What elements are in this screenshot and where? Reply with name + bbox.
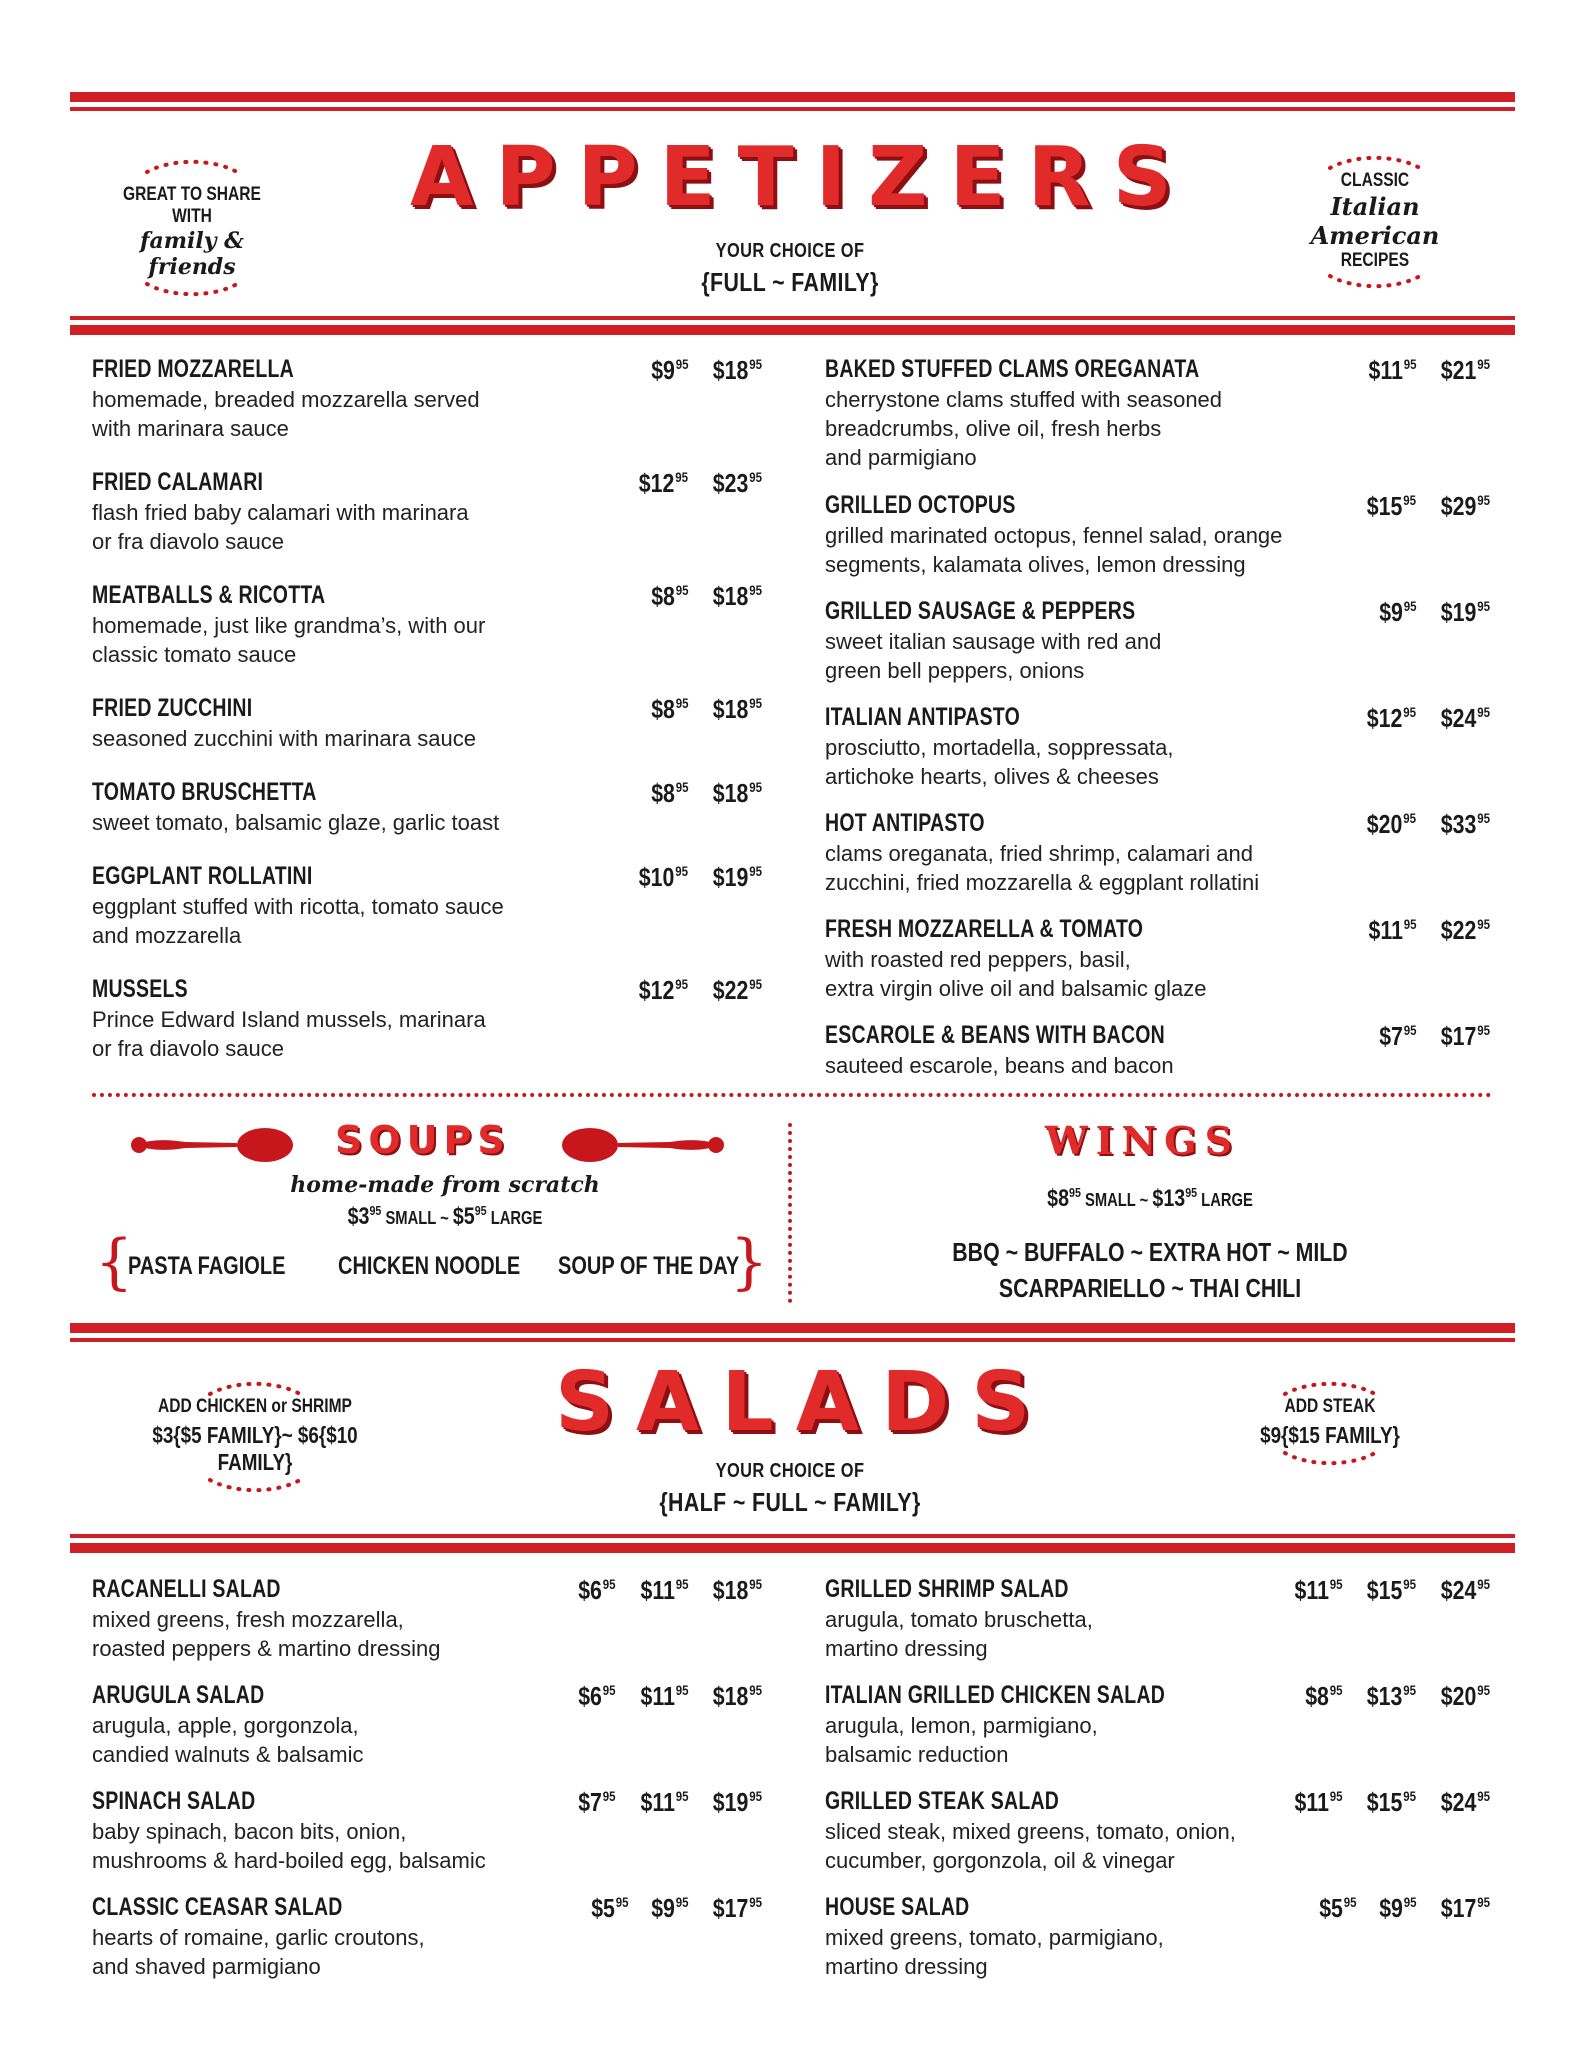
price: $\$11^{95}$: [1294, 1575, 1343, 1605]
price: $\$5^{95}$: [591, 1893, 629, 1923]
appetizers-right-column: [825, 355, 1490, 1085]
price: $\$9^{95}$: [650, 355, 689, 385]
price-cents: 95: [602, 1682, 616, 1698]
price: $\$17^{95}$: [1440, 1893, 1490, 1923]
menu-item-eggplant-rollatini: [92, 862, 762, 950]
badge-text: ADD CHICKEN or SHRIMP: [158, 1396, 352, 1417]
price-cents: 95: [675, 356, 689, 372]
menu-item-arugula-salad: [92, 1681, 762, 1769]
menu-item-description: eggplant stuffed with ricotta, tomato sauce and mozzarella: [92, 894, 504, 948]
price-cents: 95: [1477, 1022, 1490, 1038]
menu-item-description: prosciutto, mortadella, soppressata, artichoke hearts, olives & cheeses: [825, 735, 1174, 789]
soups-title: SOUPS: [335, 1118, 511, 1162]
choice-options: {HALF ~ FULL ~ FAMILY}: [659, 1487, 921, 1517]
menu-item-description: arugula, apple, gorgonzola, candied walnuts & balsamic: [92, 1713, 364, 1767]
menu-item-fried-zucchini: [92, 694, 762, 753]
price: $\$19^{95}$: [1440, 597, 1490, 627]
menu-item-prices: [1297, 1681, 1490, 1712]
price: $\$18^{95}$: [712, 1681, 762, 1711]
menu-item-name: EGGPLANT ROLLATINI: [92, 862, 313, 890]
menu-item-description: mixed greens, fresh mozzarella, roasted peppers & martino dressing: [92, 1607, 441, 1661]
price-size: LARGE: [1197, 1190, 1253, 1210]
price: $\$33^{95}$: [1440, 809, 1490, 839]
soup-item-pasta-fagiole: PASTA FAGIOLE: [128, 1252, 286, 1280]
spoon-icon: [560, 1125, 730, 1165]
soups-tagline: home-made from scratch: [290, 1172, 600, 1198]
price: $\$22^{95}$: [712, 975, 762, 1005]
menu-item-prices: [643, 581, 762, 612]
price-cents: 95: [615, 1894, 629, 1910]
price-cents: 95: [1403, 1022, 1417, 1038]
dotted-arc-top: [1270, 140, 1480, 170]
price: $\$6^{95}$: [578, 1681, 616, 1711]
price: $\$17^{95}$: [712, 1893, 762, 1923]
price-cents: 95: [1403, 1682, 1417, 1698]
menu-item-prices: [1358, 915, 1491, 946]
menu-item-description: Prince Edward Island mussels, marinara or fra diavolo sauce: [92, 1007, 486, 1061]
price: $\$8^{95}$: [650, 694, 689, 724]
menu-item-name: HOT ANTIPASTO: [825, 809, 985, 837]
price-cents: 95: [675, 1576, 689, 1592]
price: $\$6^{95}$: [578, 1575, 616, 1605]
menu-item-description: homemade, just like grandma’s, with our classic tomato sauce: [92, 613, 486, 667]
price: $\$20^{95}$: [1366, 809, 1417, 839]
price-cents: 95: [1343, 1894, 1357, 1910]
price-cents: 95: [1329, 1682, 1343, 1698]
price: $\$11^{95}$: [640, 1575, 689, 1605]
appetizers-choice: [640, 240, 940, 298]
menu-item-grilled-sausage-peppers: [825, 597, 1490, 685]
price: $\$12^{95}$: [1366, 703, 1417, 733]
dotted-arc-top: [102, 144, 282, 174]
price: $\$17^{95}$: [1440, 1021, 1490, 1051]
price-cents: 95: [1477, 1682, 1490, 1698]
menu-item-fried-calamari: [92, 468, 762, 556]
choice-label: YOUR CHOICE OF: [715, 1460, 865, 1482]
price-dollars: $5: [452, 1203, 475, 1230]
price: $\$18^{95}$: [712, 778, 762, 808]
price: $\$13^{95}$: [1366, 1681, 1417, 1711]
price: $\$9^{95}$: [1378, 1893, 1417, 1923]
dotted-arc-bottom: [102, 280, 282, 310]
menu-item-prices: [643, 778, 762, 809]
price: $\$12^{95}$: [638, 468, 689, 498]
menu-item-grilled-octopus: [825, 491, 1490, 579]
price-cents: 95: [1477, 1894, 1490, 1910]
menu-item-prices: [570, 1787, 762, 1818]
menu-item-description: clams oreganata, fried shrimp, calamari and zucchini, fried mozzarella & eggplant rollatini: [825, 841, 1260, 895]
soup-item-soup-of-the-day: SOUP OF THE DAY: [558, 1252, 740, 1280]
menu-item-prices: [643, 355, 762, 386]
menu-item-name: MUSSELS: [92, 975, 188, 1003]
appetizers-left-column: [92, 355, 762, 1075]
salads-left-column: [92, 1575, 762, 2015]
price-cents: 95: [1477, 1788, 1490, 1804]
menu-item-name: BAKED STUFFED CLAMS OREGANATA: [825, 355, 1200, 383]
menu-item-description: arugula, lemon, parmigiano, balsamic reduction: [825, 1713, 1098, 1767]
price: $\$22^{95}$: [1440, 915, 1490, 945]
menu-item-description: with roasted red peppers, basil, extra virgin olive oil and balsamic glaze: [825, 947, 1207, 1001]
menu-item-description: arugula, tomato bruschetta, martino dressing: [825, 1607, 1093, 1661]
menu-item-description: grilled marinated octopus, fennel salad, orange segments, kalamata olives, lemon dressing: [825, 523, 1283, 577]
dotted-arc-bottom: [90, 1476, 420, 1506]
dotted-arc-top: [90, 1366, 420, 1396]
price-cents: 95: [749, 695, 762, 711]
price-cents: 95: [675, 1788, 689, 1804]
price-cents: 95: [1403, 916, 1417, 932]
price-cents: 95: [1403, 492, 1417, 508]
price-cents: 95: [1477, 356, 1490, 372]
price-cents: 95: [1185, 1185, 1198, 1200]
price-dollars: $13: [1152, 1185, 1186, 1212]
menu-item-prices: [1356, 491, 1490, 522]
wings-flavors: [904, 1234, 1396, 1306]
menu-item-name: GRILLED SHRIMP SALAD: [825, 1575, 1069, 1603]
price-cents: 95: [1403, 598, 1417, 614]
wings-flavors-line2: SCARPARIELLO ~ THAI CHILI: [998, 1273, 1302, 1303]
menu-item-prices: [570, 1681, 762, 1712]
badge-text: ADD STEAK: [1284, 1396, 1376, 1417]
price: $\$11^{95}$: [1368, 355, 1417, 385]
menu-item-description: hearts of romaine, garlic croutons, and shaved parmigiano: [92, 1925, 425, 1979]
wings-flavors-line1: BBQ ~ BUFFALO ~ EXTRA HOT ~ MILD: [952, 1237, 1348, 1267]
price-cents: 95: [675, 469, 689, 485]
price: $\$24^{95}$: [1440, 1575, 1490, 1605]
price-cents: 95: [1403, 810, 1417, 826]
price: $\$11^{95}$: [640, 1787, 689, 1817]
price-size: LARGE: [486, 1208, 543, 1228]
menu-item-house-salad: [825, 1893, 1490, 1981]
price-size: SMALL ~: [381, 1208, 453, 1228]
dotted-arc-top: [1240, 1366, 1420, 1396]
wings-price: [994, 1185, 1306, 1213]
spoon-icon: [125, 1125, 295, 1165]
price: $\$7^{95}$: [1378, 1021, 1417, 1051]
price-cents: 95: [675, 863, 689, 879]
price-cents: 95: [675, 582, 689, 598]
badge-text: CLASSIC: [1340, 170, 1410, 191]
section-divider: [92, 1093, 1492, 1097]
menu-item-prices: [583, 1893, 762, 1924]
price-cents: 95: [369, 1203, 382, 1218]
price: $\$18^{95}$: [712, 355, 762, 385]
price: $\$8^{95}$: [650, 581, 689, 611]
price-cents: 95: [749, 1682, 762, 1698]
price: $\$23^{95}$: [712, 468, 762, 498]
menu-item-prices: [628, 468, 762, 499]
menu-item-name: GRILLED OCTOPUS: [825, 491, 1016, 519]
price: $\$15^{95}$: [1366, 1787, 1417, 1817]
wings-title: WINGS: [1045, 1118, 1241, 1163]
menu-item-name: MEATBALLS & RICOTTA: [92, 581, 326, 609]
price-cents: 95: [1477, 810, 1490, 826]
menu-item-name: FRIED MOZZARELLA: [92, 355, 294, 383]
badge-text: $9{$15 FAMILY}: [1260, 1422, 1400, 1448]
menu-item-grilled-steak-salad: [825, 1787, 1490, 1875]
menu-item-prices: [570, 1575, 762, 1606]
price-cents: 95: [1477, 1576, 1490, 1592]
salads-title: SALADS: [555, 1355, 1053, 1450]
price-cents: 95: [1403, 1894, 1417, 1910]
price-cents: 95: [749, 582, 762, 598]
price: $\$18^{95}$: [712, 581, 762, 611]
menu-item-name: SPINACH SALAD: [92, 1787, 256, 1815]
menu-item-name: GRILLED SAUSAGE & PEPPERS: [825, 597, 1136, 625]
menu-item-name: FRIED ZUCCHINI: [92, 694, 253, 722]
menu-item-mussels: [92, 975, 762, 1063]
price-cents: 95: [749, 1894, 762, 1910]
appetizers-rule: [70, 316, 1515, 335]
appetizers-badge-right: [1270, 140, 1480, 302]
menu-item-description: sliced steak, mixed greens, tomato, onion, cucumber, gorgonzola, oil & vinegar: [825, 1819, 1236, 1873]
menu-item-prices: [1311, 1893, 1490, 1924]
menu-item-description: mixed greens, tomato, parmigiano, martino dressing: [825, 1925, 1164, 1979]
menu-item-name: FRESH MOZZARELLA & TOMATO: [825, 915, 1144, 943]
price-cents: 95: [1477, 492, 1490, 508]
menu-item-baked-stuffed-clams-oreganata: [825, 355, 1490, 472]
salads-badge-right: [1240, 1366, 1420, 1479]
menu-item-name: CLASSIC CEASAR SALAD: [92, 1893, 343, 1921]
menu-item-name: HOUSE SALAD: [825, 1893, 970, 1921]
price-cents: 95: [749, 356, 762, 372]
menu-item-fresh-mozzarella-tomato: [825, 915, 1490, 1003]
menu-item-escarole-beans-with-bacon: [825, 1021, 1490, 1080]
menu-item-italian-antipasto: [825, 703, 1490, 791]
menu-item-fried-mozzarella: [92, 355, 762, 443]
price: $\$11^{95}$: [1368, 915, 1417, 945]
badge-script: family & friends: [139, 228, 245, 280]
price: $\$12^{95}$: [638, 975, 689, 1005]
soups-price: [289, 1203, 601, 1231]
menu-item-name: ESCAROLE & BEANS WITH BACON: [825, 1021, 1165, 1049]
menu-item-italian-grilled-chicken-salad: [825, 1681, 1490, 1769]
price-cents: 95: [749, 976, 762, 992]
price: $\$29^{95}$: [1440, 491, 1490, 521]
price: $\$9^{95}$: [650, 1893, 689, 1923]
appetizers-badge-left: [102, 148, 282, 310]
price: $\$21^{95}$: [1440, 355, 1490, 385]
price-cents: 95: [675, 976, 689, 992]
dotted-arc-bottom: [1240, 1449, 1420, 1479]
menu-item-name: ITALIAN GRILLED CHICKEN SALAD: [825, 1681, 1166, 1709]
menu-item-prices: [1356, 703, 1490, 734]
menu-item-prices: [628, 975, 762, 1006]
menu-item-name: GRILLED STEAK SALAD: [825, 1787, 1060, 1815]
menu-item-racanelli-salad: [92, 1575, 762, 1663]
soup-item-chicken-noodle: CHICKEN NOODLE: [338, 1252, 521, 1280]
price: $\$11^{95}$: [640, 1681, 689, 1711]
soups-wings-divider: [788, 1123, 792, 1303]
price: $\$18^{95}$: [712, 1575, 762, 1605]
price-cents: 95: [675, 1682, 689, 1698]
price: $\$15^{95}$: [1366, 1575, 1417, 1605]
menu-item-name: RACANELLI SALAD: [92, 1575, 281, 1603]
price-cents: 95: [749, 863, 762, 879]
price-cents: 95: [1329, 1788, 1343, 1804]
price: $\$11^{95}$: [1294, 1787, 1343, 1817]
choice-options: {FULL ~ FAMILY}: [701, 267, 879, 297]
price-cents: 95: [675, 779, 689, 795]
menu-item-prices: [1358, 355, 1491, 386]
menu-item-prices: [1371, 1021, 1490, 1052]
menu-item-classic-ceasar-salad: [92, 1893, 762, 1981]
brace-right: }: [730, 1227, 769, 1297]
menu-item-tomato-bruschetta: [92, 778, 762, 837]
menu-item-prices: [1284, 1575, 1490, 1606]
price-cents: 95: [1329, 1576, 1343, 1592]
price: $\$9^{95}$: [1378, 597, 1417, 627]
menu-item-prices: [643, 694, 762, 725]
badge-text: GREAT TO SHARE WITH: [123, 184, 261, 227]
price: $\$19^{95}$: [712, 862, 762, 892]
menu-item-prices: [1284, 1787, 1490, 1818]
menu-item-description: baby spinach, bacon bits, onion, mushrooms & hard-boiled egg, balsamic: [92, 1819, 486, 1873]
salads-badge-left: [90, 1366, 420, 1506]
price: $\$15^{95}$: [1366, 491, 1417, 521]
price-cents: 95: [602, 1788, 616, 1804]
price-cents: 95: [602, 1576, 616, 1592]
menu-item-name: FRIED CALAMARI: [92, 468, 264, 496]
menu-item-prices: [1356, 809, 1490, 840]
price-cents: 95: [1477, 598, 1490, 614]
price-dollars: $3: [347, 1203, 370, 1230]
price-cents: 95: [749, 1788, 762, 1804]
price-cents: 95: [749, 779, 762, 795]
salads-choice: [620, 1460, 960, 1518]
salads-rule: [70, 1534, 1515, 1553]
price: $\$18^{95}$: [712, 694, 762, 724]
price-cents: 95: [1069, 1185, 1081, 1200]
menu-item-description: flash fried baby calamari with marinara or fra diavolo sauce: [92, 500, 469, 554]
price: $\$20^{95}$: [1440, 1681, 1490, 1711]
price-cents: 95: [474, 1203, 487, 1218]
price-cents: 95: [749, 1576, 762, 1592]
dotted-arc-bottom: [1270, 272, 1480, 302]
menu-item-description: cherrystone clams stuffed with seasoned breadcrumbs, olive oil, fresh herbs and parmigiano: [825, 387, 1223, 470]
menu-item-hot-antipasto: [825, 809, 1490, 897]
price: $\$10^{95}$: [638, 862, 689, 892]
price-cents: 95: [1403, 1788, 1417, 1804]
appetizers-title: APPETIZERS: [410, 130, 1194, 225]
price-cents: 95: [1403, 704, 1417, 720]
menu-item-description: sweet tomato, balsamic glaze, garlic toast: [92, 810, 500, 835]
choice-label: YOUR CHOICE OF: [715, 240, 865, 262]
price-cents: 95: [675, 695, 689, 711]
menu-item-prices: [1371, 597, 1490, 628]
menu-item-grilled-shrimp-salad: [825, 1575, 1490, 1663]
price: $\$24^{95}$: [1440, 703, 1490, 733]
price-cents: 95: [1403, 1576, 1417, 1592]
brace-left: {: [95, 1227, 134, 1297]
menu-item-name: TOMATO BRUSCHETTA: [92, 778, 317, 806]
menu-item-description: sauteed escarole, beans and bacon: [825, 1053, 1174, 1078]
price-cents: 95: [1477, 916, 1490, 932]
price: $\$7^{95}$: [578, 1787, 616, 1817]
menu-item-spinach-salad: [92, 1787, 762, 1875]
badge-text: $3{$5 FAMILY}~ $6{$10 FAMILY}: [152, 1422, 358, 1475]
price: $\$24^{95}$: [1440, 1787, 1490, 1817]
price-cents: 95: [1477, 704, 1490, 720]
price: $\$8^{95}$: [650, 778, 689, 808]
badge-text: RECIPES: [1340, 250, 1410, 271]
price-cents: 95: [1403, 356, 1417, 372]
price: $\$8^{95}$: [1304, 1681, 1343, 1711]
menu-item-prices: [628, 862, 762, 893]
salads-right-column: [825, 1575, 1490, 2015]
menu-item-description: homemade, breaded mozzarella served with marinara sauce: [92, 387, 480, 441]
top-rule: [70, 92, 1515, 111]
badge-script: Italian American: [1310, 192, 1440, 250]
menu-item-description: seasoned zucchini with marinara sauce: [92, 726, 476, 751]
menu-item-meatballs-ricotta: [92, 581, 762, 669]
salads-top-rule: [70, 1323, 1515, 1342]
menu-item-name: ITALIAN ANTIPASTO: [825, 703, 1020, 731]
menu-item-description: sweet italian sausage with red and green bell peppers, onions: [825, 629, 1162, 683]
price-dollars: $8: [1047, 1185, 1070, 1212]
price-cents: 95: [675, 1894, 689, 1910]
price-cents: 95: [749, 469, 762, 485]
price-size: SMALL ~: [1080, 1190, 1153, 1210]
menu-item-name: ARUGULA SALAD: [92, 1681, 265, 1709]
price: $\$19^{95}$: [712, 1787, 762, 1817]
price: $\$5^{95}$: [1319, 1893, 1357, 1923]
